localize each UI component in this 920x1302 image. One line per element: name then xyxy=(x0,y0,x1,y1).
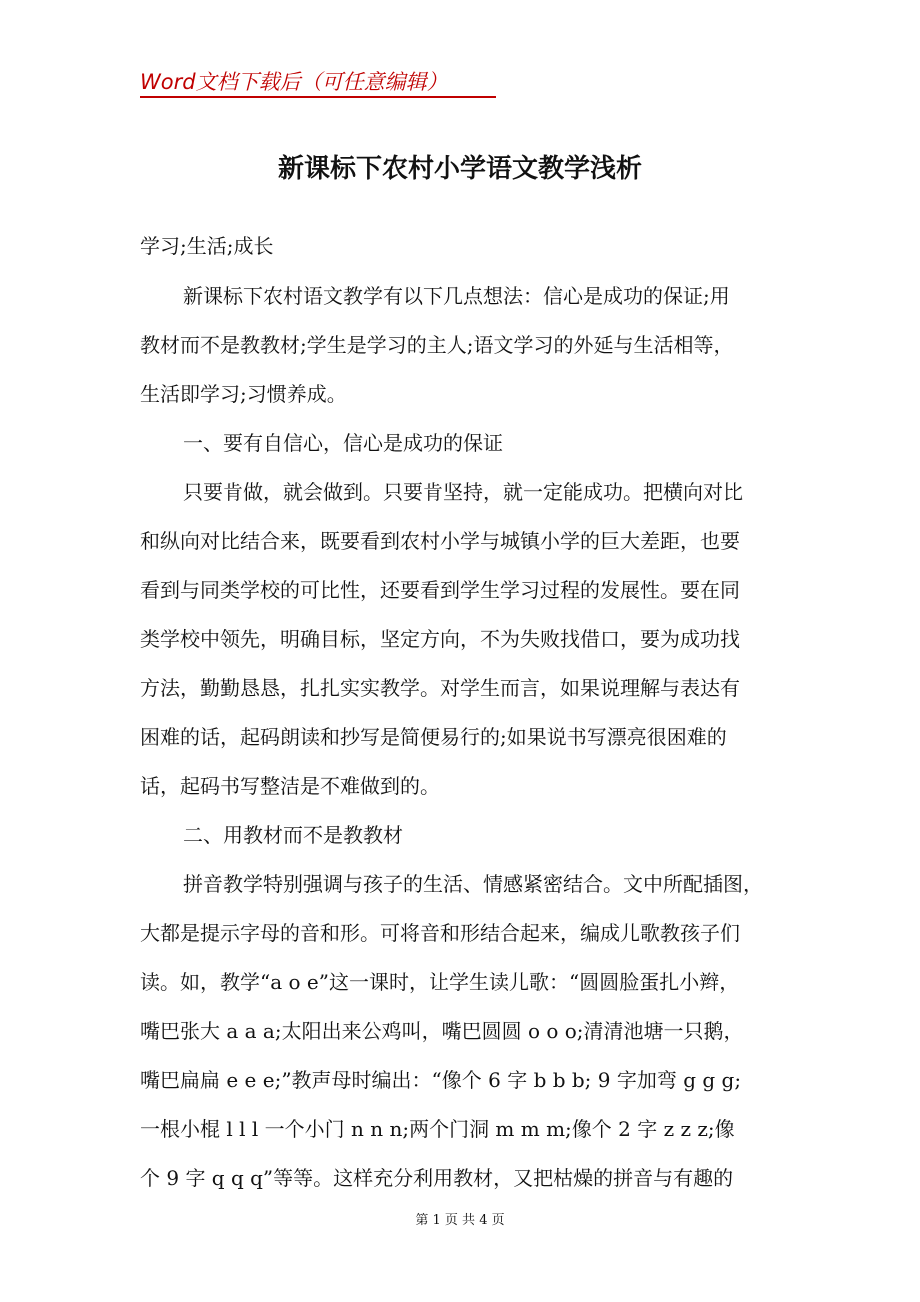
text-line: 类学校中领先，明确目标，坚定方向，不为失败找借口，要为成功找 xyxy=(140,627,740,651)
text-line: 教材而不是教教材;学生是学习的主人;语文学习的外延与生活相等， xyxy=(140,333,734,357)
text-line: 大都是提示字母的音和形。可将音和形结合起来，编成儿歌教孩子们 xyxy=(140,921,740,945)
banner-text: Word文档下载后（可任意编辑） xyxy=(140,70,448,94)
page-indicator: 第 1 页 共 4 页 xyxy=(415,1213,505,1228)
text-line: 方法，勤勤恳恳，扎扎实实教学。对学生而言，如果说理解与表达有 xyxy=(140,676,740,700)
section-heading-2: 二、用教材而不是教教材 xyxy=(183,823,403,847)
text-line: 嘴巴张大 a a a;太阳出来公鸡叫，嘴巴圆圆 o o o;清清池塘一只鹅， xyxy=(140,1019,744,1043)
text-line: 拼音教学特别强调与孩子的生活、情感紧密结合。文中所配插图， xyxy=(183,872,763,896)
text-line: 一根小棍 l l l 一个小门 n n n;两个门洞 m m m;像个 2 字 z z z;像 xyxy=(140,1117,735,1141)
keywords-line: 学习;生活;成长 xyxy=(140,234,274,258)
section-heading-1: 一、要有自信心，信心是成功的保证 xyxy=(183,431,503,455)
download-banner xyxy=(140,64,496,98)
text-line: 话，起码书写整洁是不难做到的。 xyxy=(140,774,440,798)
text-line: 和纵向对比结合来，既要看到农村小学与城镇小学的巨大差距，也要 xyxy=(140,529,740,553)
text-line: 看到与同类学校的可比性，还要看到学生学习过程的发展性。要在同 xyxy=(140,578,740,602)
text-line: 嘴巴扁扁 e e e;”教声母时编出：“像个 6 字 b b b; 9 字加弯 g g g; xyxy=(140,1068,742,1092)
text-line: 生活即学习;习惯养成。 xyxy=(140,382,347,406)
text-line: 新课标下农村语文教学有以下几点想法：信心是成功的保证;用 xyxy=(183,284,730,308)
text-line: 个 9 字 q q q”等等。这样充分利用教材，又把枯燥的拼音与有趣的 xyxy=(140,1166,734,1190)
text-line: 困难的话，起码朗读和抄写是简便易行的;如果说书写漂亮很困难的 xyxy=(140,725,727,749)
document-title: 新课标下农村小学语文教学浅析 xyxy=(277,154,642,184)
text-line: 只要肯做，就会做到。只要肯坚持，就一定能成功。把横向对比 xyxy=(183,480,743,504)
text-line: 读。如，教学“a o e”这一课时，让学生读儿歌：“圆圆脸蛋扎小辫， xyxy=(140,970,740,994)
